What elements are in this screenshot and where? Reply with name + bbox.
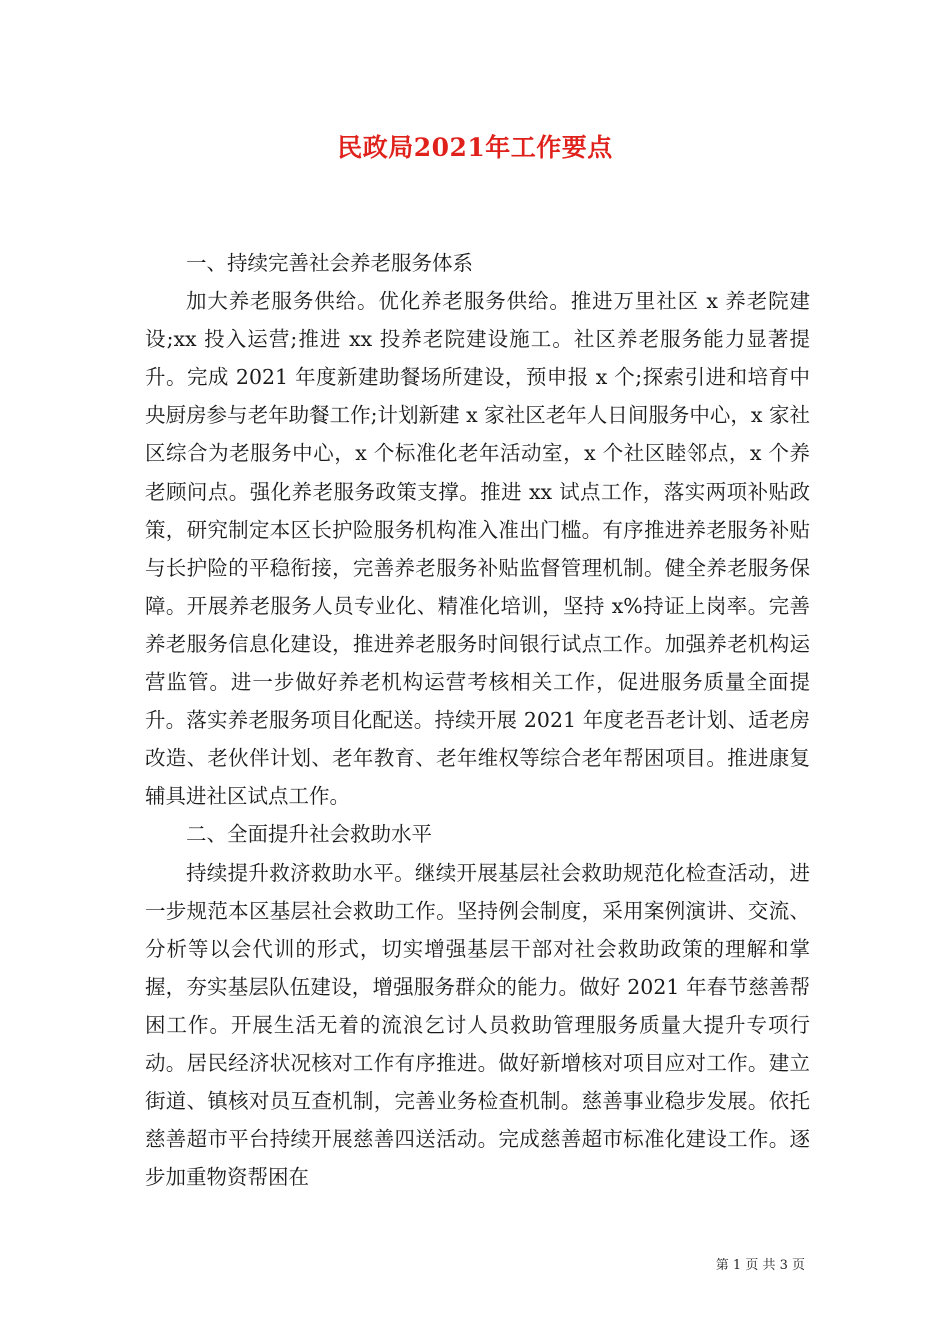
paragraph-1: 加大养老服务供给。优化养老服务供给。推进万里社区 x 养老院建设;xx 投入运营;推进 xx 投养老院建设施工。社区养老服务能力显著提升。完成 2021 年度新建助餐场所建设，预申报 x 个;探索引进和培育中央厨房参与老年助餐工作;计划新建 x 家社区老年人日间服务中心，x 家社区综合为老服务中心，x 个标准化老年活动室，x 个社区睦邻点，x 个养老顾问点。强化养老服务政策支撑。推进 xx 试点工作，落实两项补贴政策，研究制定本区长护险服务机构准入准出门槛。有序推进养老服务补贴与长护险的平稳衔接，完善养老服务补贴监督管理机制。健全养老服务保障。开展养老服务人员专业化、精准化培训，坚持 x%持证上岗率。完善养老服务信息化建设，推进养老服务时间银行试点工作。加强养老机构运营监管。进一步做好养老机构运营考核相关工作，促进服务质量全面提升。落实养老服务项目化配送。持续开展 2021 年度老吾老计划、适老房改造、老伙伴计划、老年教育、老年维权等综合老年帮困项目。推进康复辅具进社区试点工作。 (145, 289, 810, 809)
section-heading-1: 一、持续完善社会养老服务体系 (186, 251, 473, 275)
document-title: 民政局2021年工作要点 (337, 133, 613, 162)
paragraph-2: 持续提升救济救助水平。继续开展基层社会救助规范化检查活动，进一步规范本区基层社会救助工作。坚持例会制度，采用案例演讲、交流、分析等以会代训的形式，切实增强基层干部对社会救助政策的理解和掌握，夯实基层队伍建设，增强服务群众的能力。做好 2021 年春节慈善帮困工作。开展生活无着的流浪乞讨人员救助管理服务质量大提升专项行动。居民经济状况核对工作有序推进。做好新增核对项目应对工作。建立街道、镇核对员互查机制，完善业务检查机制。慈善事业稳步发展。依托慈善超市平台持续开展慈善四送活动。完成慈善超市标准化建设工作。逐步加重物资帮困在 (145, 860, 810, 1190)
page-number-footer: 第 1 页 共 3 页 (715, 1258, 805, 1273)
section-heading-2: 二、全面提升社会救助水平 (186, 822, 432, 847)
document-body (145, 244, 810, 1196)
